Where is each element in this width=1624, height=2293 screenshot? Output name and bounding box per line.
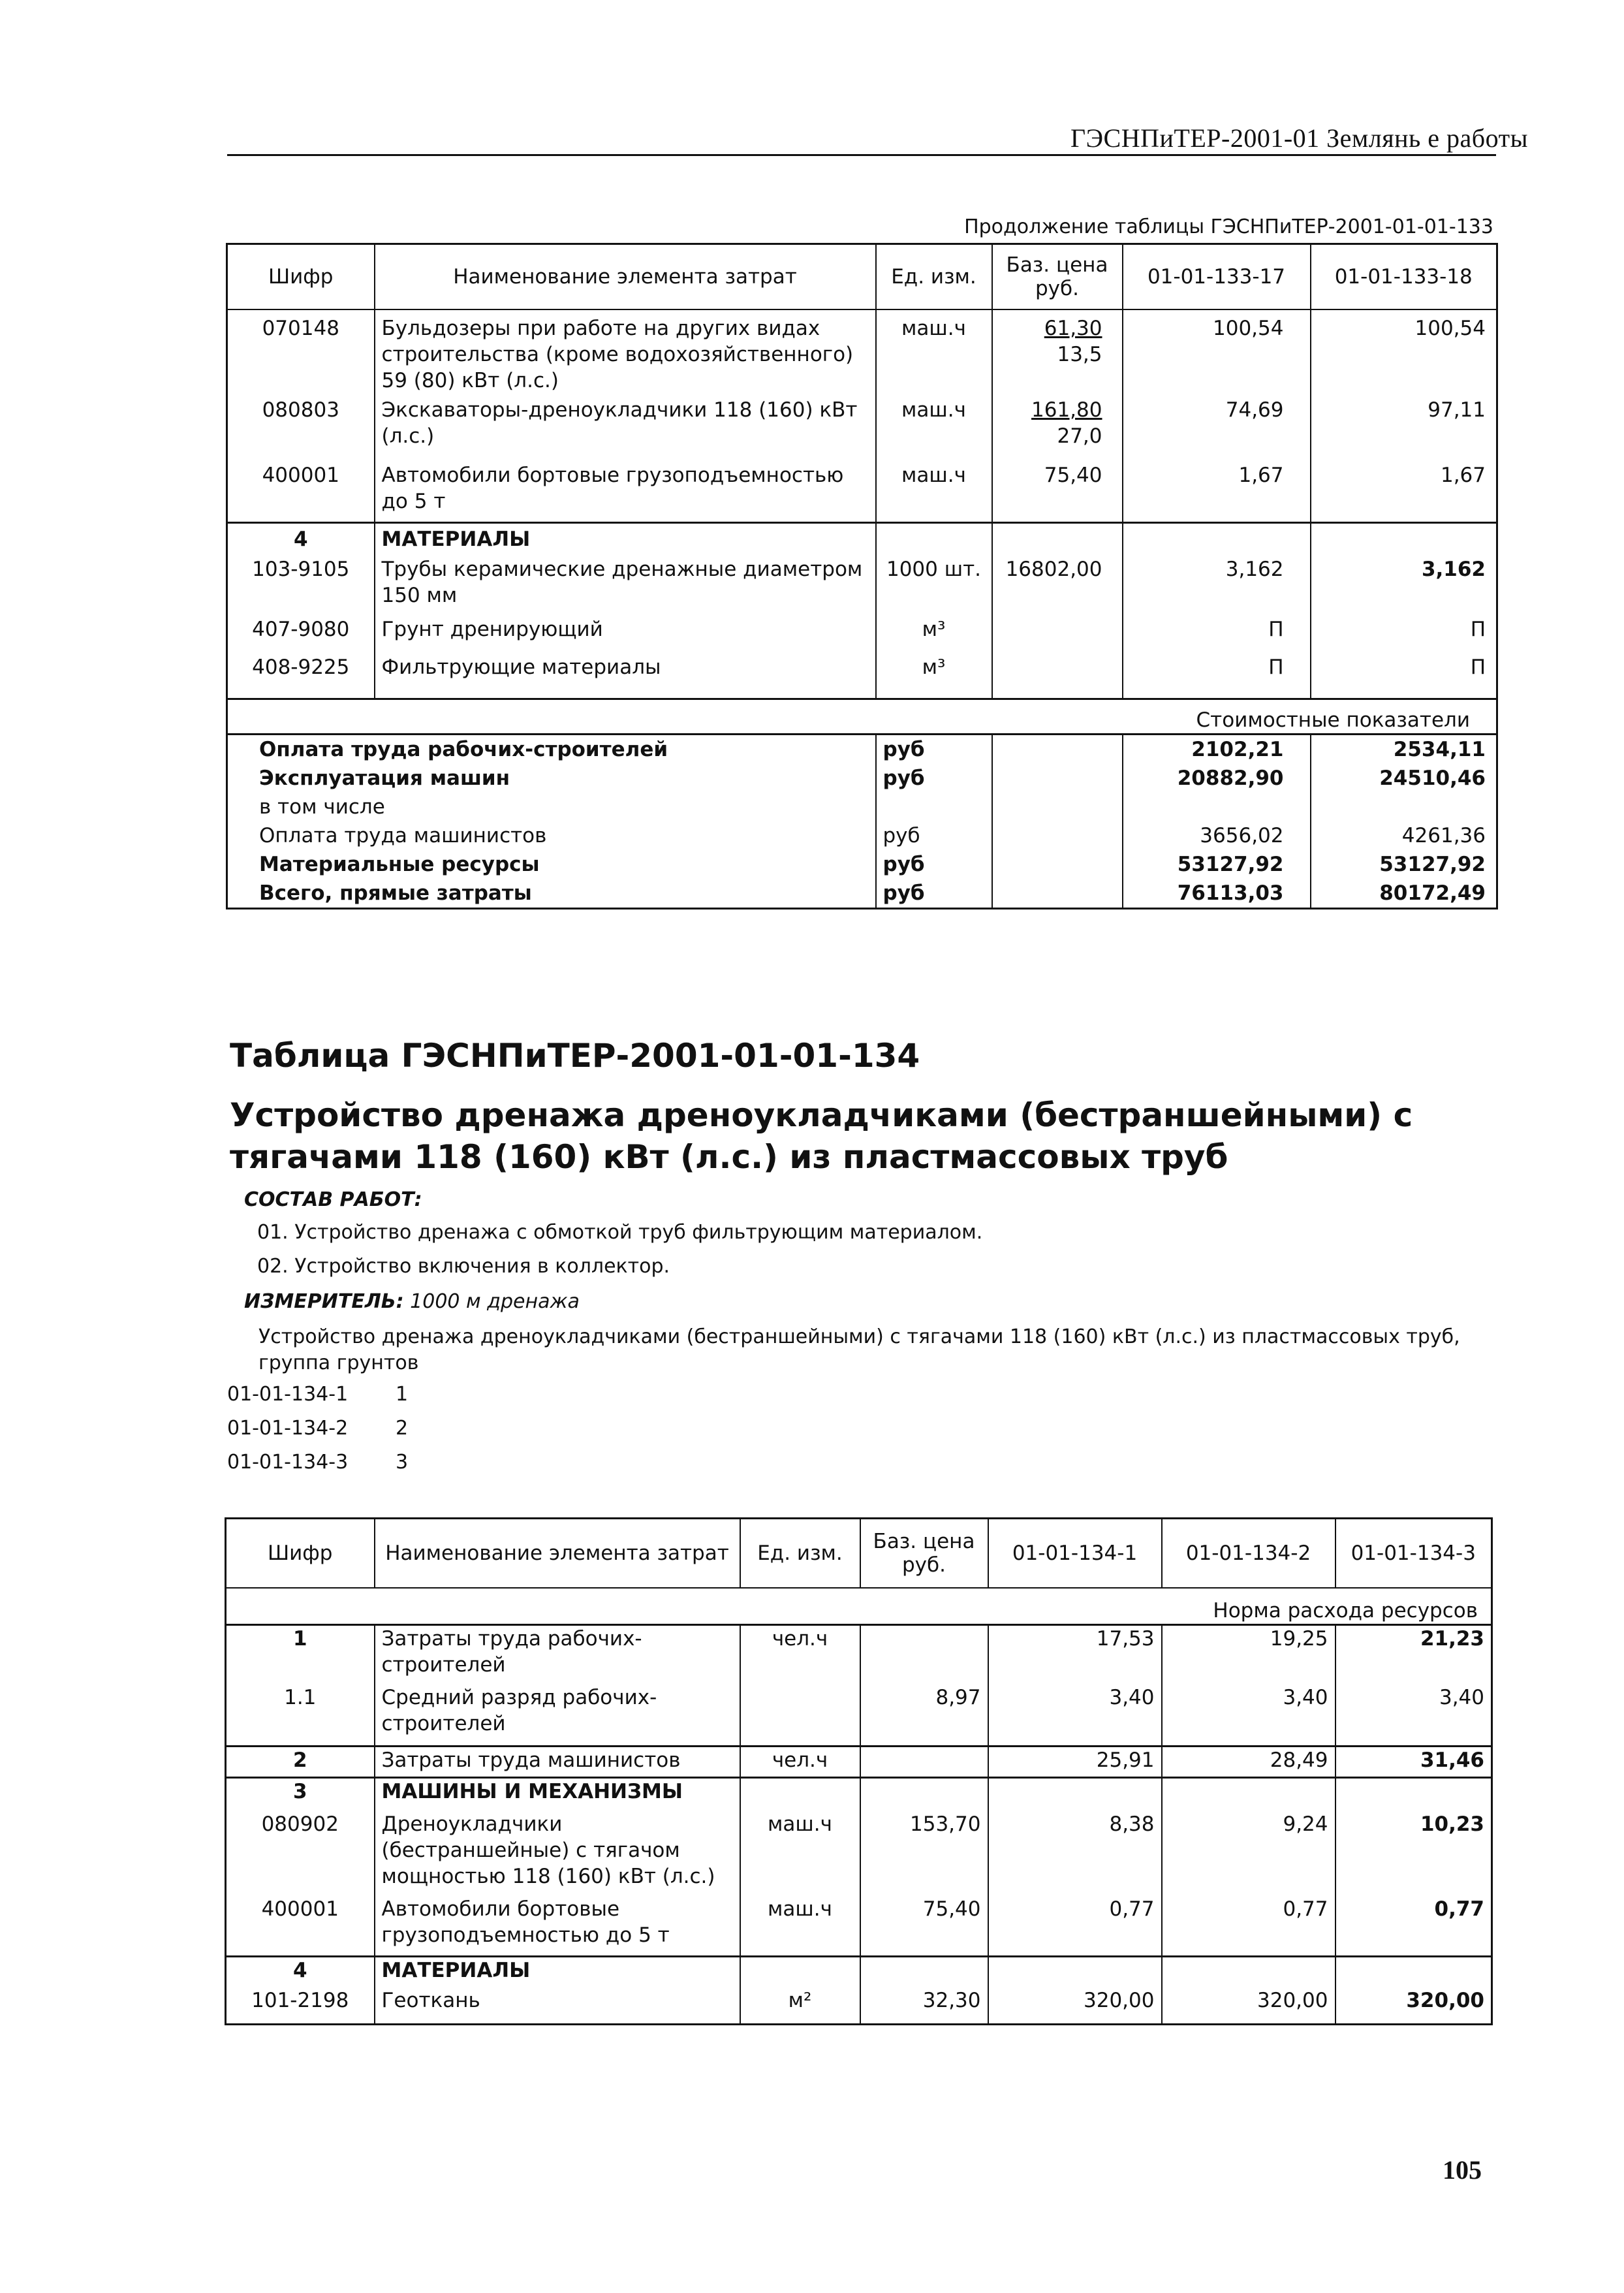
cell-value: 320,00 xyxy=(1162,1987,1335,2024)
cell-unit: маш.ч xyxy=(876,309,992,397)
table-row xyxy=(226,1811,1492,1896)
measure-value: 1000 м дренажа xyxy=(410,1290,580,1313)
cell-price xyxy=(992,397,1123,462)
cost-value: 76113,03 xyxy=(1123,879,1311,909)
cell-unit: м³ xyxy=(876,654,992,699)
soil-group: 3 xyxy=(396,1451,409,1474)
cell-value: 31,46 xyxy=(1335,1746,1492,1777)
price-secondary: 27,0 xyxy=(1057,424,1102,448)
cost-unit: руб xyxy=(876,850,992,879)
cell-value: 17,53 xyxy=(988,1624,1162,1684)
cost-value: 24510,46 xyxy=(1311,764,1497,793)
column-header: Шифр xyxy=(227,244,375,310)
running-header: ГЭСНПиТЕР-2001-01 Землянь е работы xyxy=(1070,123,1528,153)
cell-value: П xyxy=(1123,654,1311,699)
cell-price: 153,70 xyxy=(860,1811,988,1896)
code-list-item xyxy=(227,1383,409,1406)
column-header: Наименование элемента затрат xyxy=(375,244,876,310)
cell-name: Автомобили бортовые грузоподъемностью до 5 т xyxy=(375,462,876,522)
cell-name: Грунт дренирующий xyxy=(375,616,876,654)
cell-value: 3,162 xyxy=(1311,556,1497,616)
cell-value: 100,54 xyxy=(1123,309,1311,397)
cost-label: Оплата труда рабочих-строителей xyxy=(227,734,876,764)
price-secondary: 13,5 xyxy=(1057,343,1102,366)
column-header: 01-01-134-3 xyxy=(1335,1519,1492,1589)
table-header-row xyxy=(227,244,1497,310)
measure-line xyxy=(244,1290,580,1313)
cell-value: 100,54 xyxy=(1311,309,1497,397)
section-heading: МАТЕРИАЛЫ xyxy=(375,1956,740,1987)
header-rule xyxy=(227,154,1496,156)
section-row-materials xyxy=(227,522,1497,556)
work-composition-label: СОСТАВ РАБОТ: xyxy=(244,1188,422,1211)
table-row xyxy=(226,1896,1492,1956)
cell-value: 1,67 xyxy=(1123,462,1311,522)
column-header: Наименование элемента затрат xyxy=(375,1519,740,1589)
work-item: 01. Устройство дренажа с обмоткой труб фильтрующим материалом. xyxy=(257,1221,983,1244)
cell-code: 400001 xyxy=(261,1897,339,1921)
cost-row xyxy=(227,821,1497,850)
cell-value: 25,91 xyxy=(988,1746,1162,1777)
section-row-machines xyxy=(226,1777,1492,1811)
page-number: 105 xyxy=(1443,2155,1482,2185)
table-row xyxy=(226,1746,1492,1777)
cell-name: Геоткань xyxy=(375,1987,740,2024)
work-item: 02. Устройство включения в коллектор. xyxy=(257,1255,670,1278)
cell-price xyxy=(860,1746,988,1777)
cell-name: Дреноукладчики (бестраншейные) с тягачом мощностью 118 (160) кВт (л.с.) xyxy=(375,1811,740,1896)
code-list-item xyxy=(227,1451,409,1474)
code-value: 01-01-134-3 xyxy=(227,1451,349,1474)
cell-name: Фильтрующие материалы xyxy=(375,654,876,699)
cost-value: 80172,49 xyxy=(1311,879,1497,909)
section-heading: МАТЕРИАЛЫ xyxy=(375,522,876,556)
cell-price xyxy=(860,1624,988,1684)
cell-unit: м³ xyxy=(876,616,992,654)
resource-table-134 xyxy=(225,1517,1493,2025)
cell-price xyxy=(992,654,1123,699)
column-header: Баз. цена руб. xyxy=(860,1519,988,1589)
table-row xyxy=(227,556,1497,616)
column-header: 01-01-133-17 xyxy=(1123,244,1311,310)
code-value: 01-01-134-2 xyxy=(227,1417,349,1440)
cell-name: Бульдозеры при работе на других видах строительства (кроме водохозяйственного) 59 (80) кВт (л.с.) xyxy=(375,309,876,397)
norm-caption-row xyxy=(226,1588,1492,1624)
cell-value: 19,25 xyxy=(1162,1624,1335,1684)
cell-code: 101-2198 xyxy=(251,1989,349,2012)
cell-value: 3,40 xyxy=(988,1684,1162,1746)
cell-name: Экскаваторы-дреноукладчики 118 (160) кВт (л.с.) xyxy=(375,397,876,462)
table-row xyxy=(226,1624,1492,1684)
cost-caption: Стоимостные показатели xyxy=(227,699,1497,734)
cell-value: П xyxy=(1123,616,1311,654)
cost-row xyxy=(227,764,1497,793)
measure-label: ИЗМЕРИТЕЛЬ: xyxy=(244,1290,404,1313)
cell-value: 3,40 xyxy=(1335,1684,1492,1746)
cell-value: 97,11 xyxy=(1311,397,1497,462)
cost-label: Эксплуатация машин xyxy=(259,766,510,790)
cell-value: 0,77 xyxy=(988,1896,1162,1956)
cell-price: 75,40 xyxy=(992,462,1123,522)
cost-caption-row xyxy=(227,699,1497,734)
cost-value: 3656,02 xyxy=(1123,821,1311,850)
cost-unit: руб xyxy=(876,879,992,909)
cell-value: 9,24 xyxy=(1162,1811,1335,1896)
cell-value: 320,00 xyxy=(988,1987,1162,2024)
cell-unit: м² xyxy=(740,1987,860,2024)
cell-unit: маш.ч xyxy=(876,397,992,462)
cost-value: 2534,11 xyxy=(1311,734,1497,764)
cell-code: 080803 xyxy=(262,398,339,422)
cost-value: 20882,90 xyxy=(1123,764,1311,793)
cell-price: 8,97 xyxy=(860,1684,988,1746)
table-row xyxy=(227,309,1497,397)
cost-value: 53127,92 xyxy=(1123,850,1311,879)
cell-unit xyxy=(740,1684,860,1746)
cell-price: 75,40 xyxy=(860,1896,988,1956)
column-header: 01-01-134-2 xyxy=(1162,1519,1335,1589)
section-row-materials xyxy=(226,1956,1492,1987)
column-header: 01-01-133-18 xyxy=(1311,244,1497,310)
cell-name: Трубы керамические дренажные диаметром 150 мм xyxy=(375,556,876,616)
cell-name: Затраты труда машинистов xyxy=(375,1746,740,1777)
cell-value: 0,77 xyxy=(1162,1896,1335,1956)
cell-value: 28,49 xyxy=(1162,1746,1335,1777)
table-row xyxy=(227,654,1497,699)
cell-price: 16802,00 xyxy=(992,556,1123,616)
cost-label: Всего, прямые затраты xyxy=(259,881,532,905)
cell-code: 408-9225 xyxy=(252,656,350,679)
cost-value: 53127,92 xyxy=(1311,850,1497,879)
cell-code: 103-9105 xyxy=(252,558,350,581)
table-row xyxy=(226,1987,1492,2024)
cost-row xyxy=(227,734,1497,764)
table-description: Устройство дренажа дреноукладчиками (бестраншейными) с тягачами 118 (160) кВт (л.с.) из пластмассовых труб, группа грунтов xyxy=(258,1325,1460,1374)
cell-price: 32,30 xyxy=(860,1987,988,2024)
cell-unit: маш.ч xyxy=(740,1811,860,1896)
soil-group: 2 xyxy=(396,1417,409,1440)
column-header: Баз. цена руб. xyxy=(992,244,1123,310)
code-value: 01-01-134-1 xyxy=(227,1383,349,1406)
cost-unit: руб xyxy=(876,821,992,850)
cell-unit: чел.ч xyxy=(740,1746,860,1777)
price-value: 61,30 xyxy=(1044,317,1102,340)
cell-name: Затраты труда рабочих-строителей xyxy=(375,1624,740,1684)
cell-code: 2 xyxy=(226,1746,375,1777)
cost-unit: руб xyxy=(876,764,992,793)
cell-value: П xyxy=(1311,616,1497,654)
table-row xyxy=(227,616,1497,654)
cell-unit: чел.ч xyxy=(740,1624,860,1684)
cell-value: П xyxy=(1311,654,1497,699)
cell-price xyxy=(992,309,1123,397)
table-row xyxy=(226,1684,1492,1746)
cell-code: 070148 xyxy=(262,317,339,340)
cell-code: 4 xyxy=(226,1956,375,1987)
cell-code: 400001 xyxy=(262,464,339,487)
resource-table-133 xyxy=(226,243,1498,909)
cell-unit: маш.ч xyxy=(876,462,992,522)
cost-label: Оплата труда машинистов xyxy=(259,823,547,847)
cell-code: 407-9080 xyxy=(252,618,350,641)
soil-group: 1 xyxy=(396,1383,409,1406)
column-header: Ед. изм. xyxy=(876,244,992,310)
table-title: Таблица ГЭСНПиТЕР-2001-01-01-134 xyxy=(230,1037,920,1075)
cell-code: 3 xyxy=(226,1777,375,1811)
column-header: Шифр xyxy=(226,1519,375,1589)
cell-value: 3,40 xyxy=(1162,1684,1335,1746)
table-row xyxy=(227,462,1497,522)
cell-unit: маш.ч xyxy=(740,1896,860,1956)
cost-label: Материальные ресурсы xyxy=(259,852,540,876)
cost-unit: руб xyxy=(876,734,992,764)
table-continuation-caption: Продолжение таблицы ГЭСНПиТЕР-2001-01-01-133 xyxy=(964,215,1493,238)
cell-value: 0,77 xyxy=(1335,1896,1492,1956)
cell-code: 080902 xyxy=(261,1812,339,1836)
cell-value: 1,67 xyxy=(1311,462,1497,522)
cell-code: 1 xyxy=(226,1624,375,1684)
cell-name: Средний разряд рабочих-строителей xyxy=(375,1684,740,1746)
cost-row xyxy=(227,879,1497,909)
column-header: 01-01-134-1 xyxy=(988,1519,1162,1589)
cell-unit: 1000 шт. xyxy=(876,556,992,616)
cell-value: 21,23 xyxy=(1335,1624,1492,1684)
section-heading: МАШИНЫ И МЕХАНИЗМЫ xyxy=(375,1777,740,1811)
price-value: 161,80 xyxy=(1031,398,1102,422)
cell-value: 3,162 xyxy=(1123,556,1311,616)
cell-name: Автомобили бортовые грузоподъемностью до 5 т xyxy=(375,1896,740,1956)
column-header: Ед. изм. xyxy=(740,1519,860,1589)
norm-caption: Норма расхода ресурсов xyxy=(1213,1598,1478,1622)
cell-value: 8,38 xyxy=(988,1811,1162,1896)
cell-value: 320,00 xyxy=(1335,1987,1492,2024)
code-list-item xyxy=(227,1417,409,1440)
cost-row xyxy=(227,850,1497,879)
cost-label: в том числе xyxy=(259,795,385,819)
table-header-row xyxy=(226,1519,1492,1589)
cell-code: 1.1 xyxy=(284,1686,317,1709)
cell-price xyxy=(992,616,1123,654)
cost-value: 4261,36 xyxy=(1311,821,1497,850)
cost-value: 2102,21 xyxy=(1123,734,1311,764)
table-row xyxy=(227,397,1497,462)
table-subtitle: Устройство дренажа дреноукладчиками (бестраншейными) с тягачами 118 (160) кВт (л.с.) из пластмассовых труб xyxy=(230,1096,1413,1176)
cell-value: 10,23 xyxy=(1335,1811,1492,1896)
cell-code: 4 xyxy=(227,522,375,556)
cell-value: 74,69 xyxy=(1123,397,1311,462)
cost-row xyxy=(227,793,1497,821)
